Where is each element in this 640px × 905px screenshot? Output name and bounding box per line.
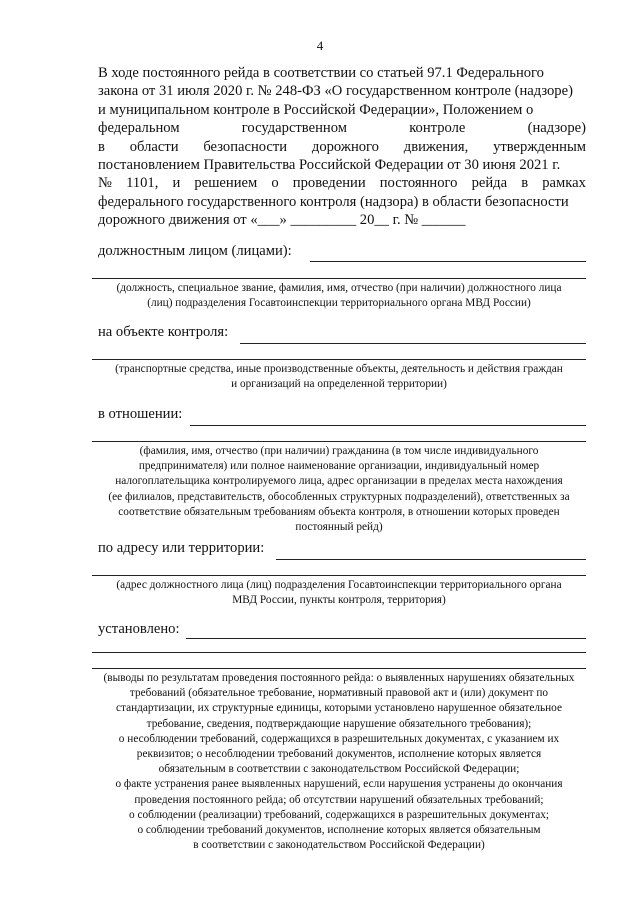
subject-label: в отношении: <box>98 406 183 422</box>
subject-caption: (фамилия, имя, отчество (при наличии) гражданина (в том числе индивидуального предпринимателя) или полное наименование организации, индивидуальный номер налогоплательщика контролируемого лица, адрес организации в пределах места нахождения (ее филиалов, представительств, обособленных структурных подразделений), ответственных за соответствие обязательным требованиям объекта контроля, в отношении которых проведен постоянный рейд) <box>108 445 570 534</box>
findings-label: установлено: <box>98 621 180 637</box>
subject-input-line[interactable] <box>190 425 586 426</box>
address-label: по адресу или территории: <box>98 540 265 556</box>
findings-input-line[interactable] <box>186 638 586 639</box>
intro-line: федеральном государственном контроле (надзоре) <box>98 120 586 137</box>
intro-line: федерального государственного контроля (надзора) в области безопасности <box>98 193 569 210</box>
object-label: на объекте контроля: <box>98 324 229 340</box>
object-input-line-2[interactable] <box>92 359 586 360</box>
object-input-line[interactable] <box>240 343 586 344</box>
intro-line: постановлением Правительства Российской Федерации от 30 июня 2021 г. <box>98 157 561 174</box>
findings-input-line-2[interactable] <box>92 652 586 653</box>
intro-line: дорожного движения от «___» _________ 20__ г. № ______ <box>98 212 466 229</box>
subject-input-line-2[interactable] <box>92 441 586 442</box>
officials-input-line-2[interactable] <box>92 278 586 279</box>
intro-line: в области безопасности дорожного движения, утвержденным <box>98 138 586 155</box>
address-input-line-2[interactable] <box>92 575 586 576</box>
intro-line: В ходе постоянного рейда в соответствии со статьей 97.1 Федерального <box>98 65 544 81</box>
findings-input-line-3[interactable] <box>92 668 586 669</box>
address-input-line[interactable] <box>276 559 586 560</box>
intro-line: и муниципальном контроле в Российской Федерации», Положением о <box>98 101 534 118</box>
intro-paragraph <box>98 64 586 230</box>
intro-line: № 1101, и решением о проведении постоянного рейда в рамках <box>98 175 586 192</box>
officials-label: должностным лицом (лицами): <box>98 243 292 259</box>
officials-caption: (должность, специальное звание, фамилия, имя, отчество (при наличии) должностного лица (лиц) подразделения Госавтоинспекции территориального органа МВД России) <box>116 282 562 310</box>
page-number: 4 <box>316 38 324 53</box>
address-caption: (адрес должностного лица (лиц) подразделения Госавтоинспекции территориального органа МВД России, пункты контроля, территория) <box>116 579 562 607</box>
intro-line: закона от 31 июля 2020 г. № 248-ФЗ «О государственном контроле (надзоре) <box>98 83 573 100</box>
object-caption: (транспортные средства, иные производственные объекты, деятельность и действия граждан и организаций на определенной территории) <box>115 363 563 391</box>
officials-input-line[interactable] <box>310 261 586 262</box>
findings-caption: (выводы по результатам проведения постоянного рейда: о выявленных нарушениях обязательных требований (обязательное требование, нормативный правовой акт и (или) документ по стандартизации, их структурные единицы, которыми установлено нарушенное обязательное требование, сведения, подтверждающие нарушение обязательного требования); о несоблюдении требований, содержащихся в разрешительных документах, с указанием их реквизитов; о несоблюдении требований документов, исполнение которых является обязательным в соответствии с законодательством Российской Федерации; о факте устранения ранее выявленных нарушений, если нарушения устранены до окончания проведения постоянного рейда; об отсутствии нарушений обязательных требований; о соблюдении (реализации) требований, содержащихся в разрешительных документах; о соблюдении требований документов, исполнение которых является обязательным в соответствии с законодательством Российской Федерации) <box>103 672 575 852</box>
